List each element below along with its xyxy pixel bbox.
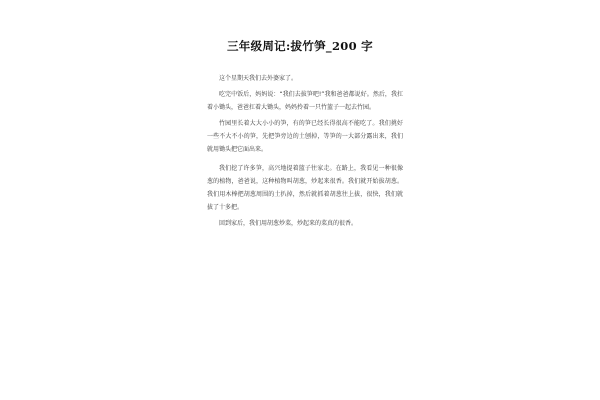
- paragraph-5: 回到家后，我们用胡葱炒菜，炒起来的菜真的很香。: [219, 220, 358, 227]
- paragraph-4: 我们挖了许多笋，高兴地提着篮子往家走。在路上，我看见一种很像葱的植物，爸爸说，这种植物叫胡葱，炒起来很香。我们就开始拔胡葱。我们用木棒把胡葱周围的土扒掉，然后就抓着胡葱往上拔，很快，我们就拔了十多把。: [207, 165, 403, 211]
- paragraph-3: 竹园里长着大大小小的笋，有的笋已经长得很高不能吃了。我们挑好一些不大不小的笋，先把笋旁边的土刨掉，等笋的一大部分露出来，我们就用锄头把它面出来。: [207, 120, 403, 153]
- paragraph-1: 这个星期天我们去外婆家了。: [219, 75, 298, 82]
- page-title: 三年级周记:拔竹笋_200 字: [226, 39, 373, 53]
- paragraph-2: 吃完中饭后，妈妈说：“我们去拔笋吧!”我和爸爸都说好。然后，我扛着小锄头，爸爸扛着大锄头，妈妈拎着一只竹篮子一起去竹园。: [207, 91, 403, 111]
- article-body: [207, 72, 403, 233]
